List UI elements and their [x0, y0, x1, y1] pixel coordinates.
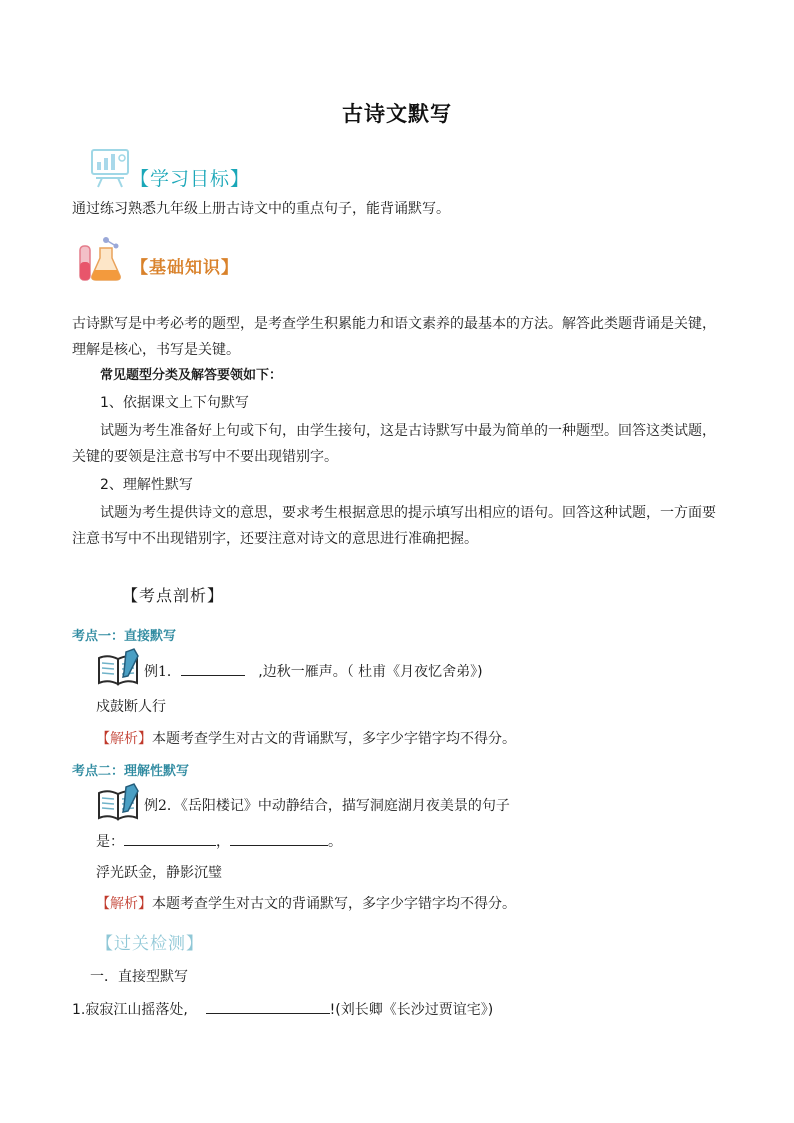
basics-item2-line2: 注意书写中不出现错别字，还要注意对诗文的意思进行准确把握。: [72, 531, 478, 547]
example1-number: 1．: [158, 664, 181, 680]
basics-heading: 【基础知识】: [131, 258, 239, 278]
example2-answer: 浮光跃金，静影沉璧: [96, 865, 222, 881]
question1-prefix: 1.寂寂江山摇落处,: [72, 1002, 188, 1018]
example2: [144, 796, 510, 816]
example1-text: ,边秋一雁声。（ 杜甫《月夜忆舍弟》): [258, 664, 483, 680]
example1-explanation: [96, 729, 516, 749]
example2-number: 2．: [158, 798, 181, 814]
question1-suffix: !(刘长卿《长沙过贾谊宅》): [329, 1002, 494, 1018]
objectives-heading: 【学习目标】: [130, 168, 251, 190]
lab-flask-icon: [74, 232, 126, 284]
example2-blank-2[interactable]: [230, 831, 328, 846]
page-title: 古诗文默写: [342, 101, 452, 126]
example1-answer: 戍鼓断人行: [96, 699, 166, 715]
book-pen-icon: [96, 648, 142, 688]
example2-comma: ，: [216, 834, 230, 850]
point2-label: 考点二：理解性默写: [72, 764, 190, 779]
analysis-heading: 【考点剖析】: [122, 586, 225, 605]
example2-blank-1[interactable]: [124, 831, 216, 846]
check-heading: 【过关检测】: [96, 934, 204, 954]
check-question1: [72, 999, 493, 1020]
example2-text: 《岳阳楼记》中动静结合，描写洞庭湖月夜美景的句子: [180, 798, 510, 814]
basics-subheading: 常见题型分类及解答要领如下：: [100, 368, 283, 383]
explanation-tag: 【解析】: [96, 731, 152, 747]
point1-label: 考点一：直接默写: [72, 629, 177, 644]
example2-prefix: 例: [144, 798, 158, 814]
example1-blank[interactable]: [181, 661, 245, 676]
example1: [144, 661, 483, 682]
question1-blank[interactable]: [206, 999, 330, 1014]
basics-item2-line1: 试题为考生提供诗文的意思，要求考生根据意思的提示填写出相应的语句。回答这种试题，一方面要: [100, 505, 716, 521]
basics-item1-line2: 关键的要领是注意书写中不要出现错别字。: [72, 449, 338, 465]
basics-item2-title: 2、理解性默写: [100, 477, 193, 493]
example2-explanation: [96, 894, 516, 914]
objectives-text: 通过练习熟悉九年级上册古诗文中的重点句子，能背诵默写。: [72, 201, 450, 217]
example1-prefix: 例: [144, 664, 158, 680]
basics-item1-line1: 试题为考生准备好上句或下句，由学生接句，这是古诗默写中最为简单的一种题型。回答这类试题，: [100, 423, 716, 439]
example2-end: 。: [328, 834, 342, 850]
explanation-text: 本题考查学生对古文的背诵默写，多字少字错字均不得分。: [152, 731, 516, 747]
basics-para1-line2: 理解是核心，书写是关键。: [72, 342, 240, 358]
basics-item1-title: 1、依据课文上下句默写: [100, 395, 249, 411]
explanation-tag: 【解析】: [96, 896, 152, 912]
explanation-text: 本题考查学生对古文的背诵默写，多字少字错字均不得分。: [152, 896, 516, 912]
check-section1: 一．直接型默写: [90, 969, 188, 985]
book-pen-icon: [96, 783, 142, 823]
presentation-board-icon: [88, 148, 132, 188]
example2-line2: [96, 831, 342, 852]
example2-line2-prefix: 是：: [96, 834, 124, 850]
basics-para1-line1: 古诗默写是中考必考的题型，是考查学生积累能力和语文素养的最基本的方法。解答此类题背诵是关键，: [72, 316, 716, 332]
